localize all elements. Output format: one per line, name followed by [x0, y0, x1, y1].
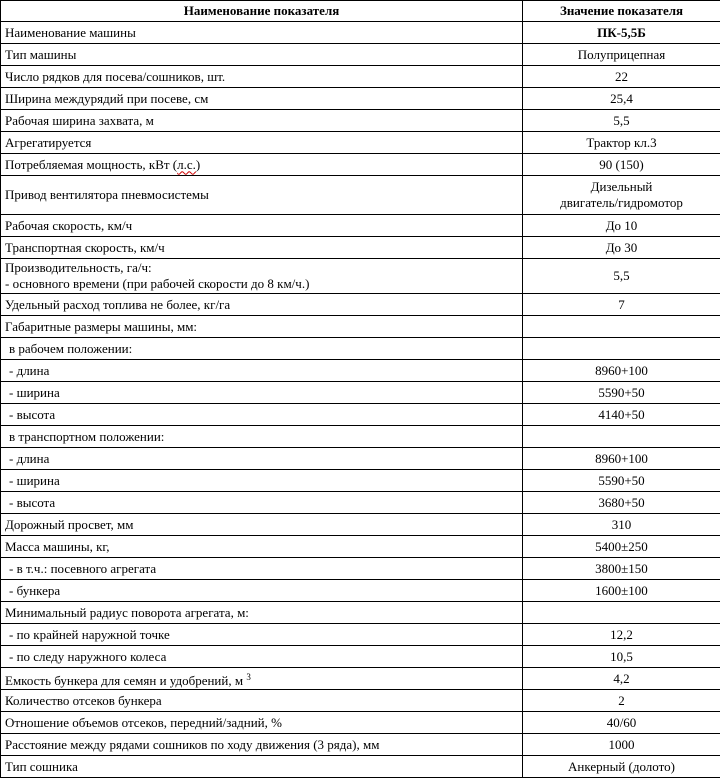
row-name: Агрегатируется	[1, 132, 523, 154]
table-row	[1, 88, 720, 110]
row-value: 12,2	[523, 624, 720, 646]
table-row	[1, 734, 720, 756]
table-row	[1, 558, 720, 580]
row-name: - длина	[1, 360, 523, 382]
row-value: 2	[523, 690, 720, 712]
row-value: Трактор кл.3	[523, 132, 720, 154]
row-name: - ширина	[1, 470, 523, 492]
row-value: 5,5	[523, 110, 720, 132]
row-name: Расстояние между рядами сошников по ходу движения (3 ряда), мм	[1, 734, 523, 756]
row-name: Привод вентилятора пневмосистемы	[1, 176, 523, 215]
table-row	[1, 316, 720, 338]
row-value: 5,5	[523, 259, 720, 294]
row-name: - ширина	[1, 382, 523, 404]
table-row	[1, 580, 720, 602]
value-line-2: двигатель/гидромотор	[560, 195, 683, 210]
row-value: 40/60	[523, 712, 720, 734]
name-line-2: - основного времени (при рабочей скорости до 8 км/ч.)	[5, 276, 310, 291]
row-name: Отношение объемов отсеков, передний/задний, %	[1, 712, 523, 734]
row-name: Тип сошника	[1, 756, 523, 778]
table-row	[1, 259, 720, 294]
table-row	[1, 646, 720, 668]
table-row	[1, 668, 720, 690]
row-value: 5590+50	[523, 470, 720, 492]
table-row	[1, 215, 720, 237]
table-row	[1, 712, 720, 734]
row-name: - длина	[1, 448, 523, 470]
row-value: 1000	[523, 734, 720, 756]
row-name: - бункера	[1, 580, 523, 602]
row-name: Рабочая ширина захвата, м	[1, 110, 523, 132]
superscript: 3	[246, 671, 251, 682]
row-value: 3800±150	[523, 558, 720, 580]
row-name: Удельный расход топлива не более, кг/га	[1, 294, 523, 316]
row-name	[1, 259, 523, 294]
row-name: Масса машины, кг,	[1, 536, 523, 558]
table-row	[1, 132, 720, 154]
row-name	[1, 154, 523, 176]
row-value: ПК-5,5Б	[523, 22, 720, 44]
table-row	[1, 382, 720, 404]
table-row	[1, 22, 720, 44]
table-row	[1, 360, 720, 382]
row-value: 4,2	[523, 668, 720, 690]
row-name: Минимальный радиус поворота агрегата, м:	[1, 602, 523, 624]
row-name: Число рядков для посева/сошников, шт.	[1, 66, 523, 88]
value-line-1: Дизельный	[590, 179, 653, 194]
row-value: 5400±250	[523, 536, 720, 558]
table-row	[1, 404, 720, 426]
table-row	[1, 624, 720, 646]
row-name: - по крайней наружной точке	[1, 624, 523, 646]
table-row	[1, 426, 720, 448]
table-row	[1, 448, 720, 470]
spellcheck-mark: л.с.	[177, 156, 196, 172]
table-row	[1, 110, 720, 132]
name-line-1: Производительность, га/ч:	[5, 260, 152, 275]
row-value: До 10	[523, 215, 720, 237]
table-row	[1, 294, 720, 316]
row-value: 25,4	[523, 88, 720, 110]
name-text: Емкость бункера для семян и удобрений, м	[5, 672, 244, 688]
table-row	[1, 536, 720, 558]
row-value: 7	[523, 294, 720, 316]
row-value: 310	[523, 514, 720, 536]
table-row	[1, 44, 720, 66]
row-name: Дорожный просвет, мм	[1, 514, 523, 536]
row-value	[523, 316, 720, 338]
table-row	[1, 602, 720, 624]
table-row	[1, 237, 720, 259]
name-prefix: Потребляемая мощность, кВт (	[5, 156, 178, 172]
table-row	[1, 492, 720, 514]
row-value	[523, 426, 720, 448]
header-row	[1, 1, 720, 22]
row-value: Анкерный (долото)	[523, 756, 720, 778]
row-value	[523, 602, 720, 624]
table-row	[1, 338, 720, 360]
row-value: 1600±100	[523, 580, 720, 602]
row-value: 10,5	[523, 646, 720, 668]
name-suffix: )	[195, 156, 201, 172]
row-name: в транспортном положении:	[1, 426, 523, 448]
row-name: Габаритные размеры машины, мм:	[1, 316, 523, 338]
row-name: - высота	[1, 492, 523, 514]
row-value: До 30	[523, 237, 720, 259]
row-value: 22	[523, 66, 720, 88]
row-name	[1, 668, 523, 690]
row-value: 90 (150)	[523, 154, 720, 176]
row-name: - высота	[1, 404, 523, 426]
table-row	[1, 66, 720, 88]
row-value: 4140+50	[523, 404, 720, 426]
row-value: 5590+50	[523, 382, 720, 404]
row-name: - в т.ч.: посевного агрегата	[1, 558, 523, 580]
row-name: Ширина междурядий при посеве, см	[1, 88, 523, 110]
row-name: Транспортная скорость, км/ч	[1, 237, 523, 259]
row-name: Наименование машины	[1, 22, 523, 44]
row-name: Рабочая скорость, км/ч	[1, 215, 523, 237]
row-name: - по следу наружного колеса	[1, 646, 523, 668]
table-row	[1, 176, 720, 215]
row-value: Полуприцепная	[523, 44, 720, 66]
table-row	[1, 756, 720, 778]
row-value: 8960+100	[523, 448, 720, 470]
header-value: Значение показателя	[523, 1, 720, 22]
row-value: 8960+100	[523, 360, 720, 382]
row-value	[523, 338, 720, 360]
row-value: 3680+50	[523, 492, 720, 514]
row-name: в рабочем положении:	[1, 338, 523, 360]
row-name: Тип машины	[1, 44, 523, 66]
table-row	[1, 514, 720, 536]
row-name: Количество отсеков бункера	[1, 690, 523, 712]
header-name: Наименование показателя	[1, 1, 523, 22]
row-value	[523, 176, 720, 215]
table-row	[1, 154, 720, 176]
table-row	[1, 690, 720, 712]
table-row	[1, 470, 720, 492]
